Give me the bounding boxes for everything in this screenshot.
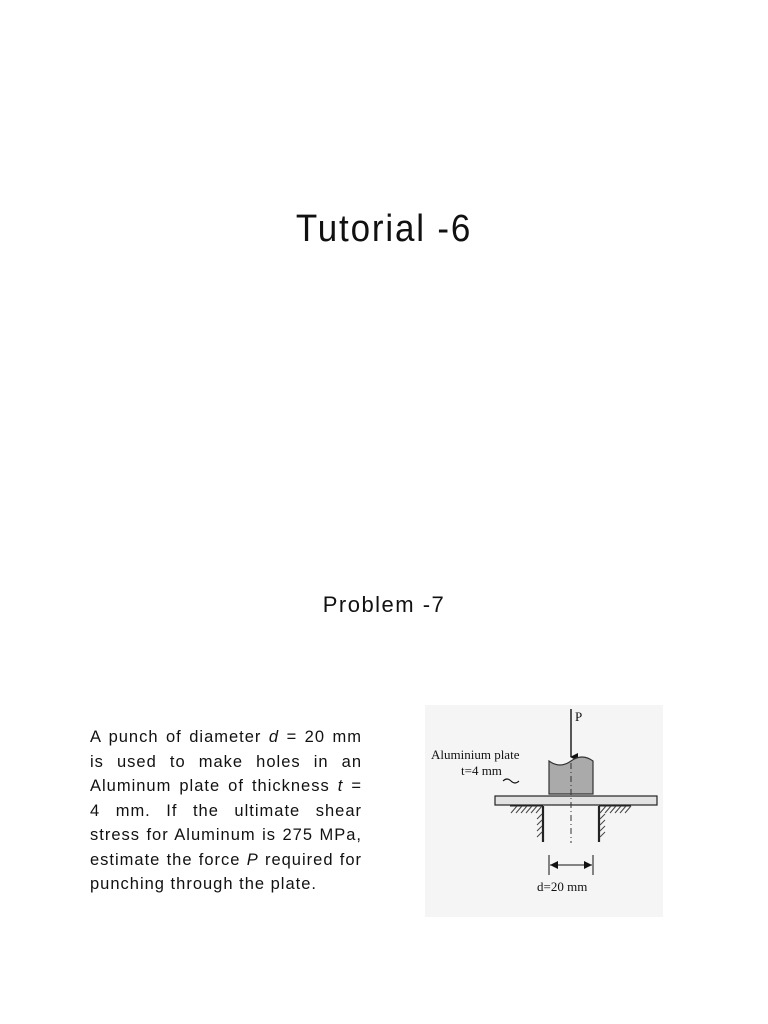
problem-text-part-1: A punch of diameter — [90, 728, 269, 746]
die-right — [599, 806, 631, 842]
variable-p: P — [246, 850, 259, 869]
punch-diagram — [425, 705, 663, 917]
load-label: P — [575, 709, 583, 724]
problem-text-part-2: = 20 mm is used to make holes in an Aluminum plate of thickness — [90, 728, 362, 795]
page-title: Tutorial -6 — [295, 208, 473, 250]
problem-statement — [90, 725, 362, 897]
thickness-label: t=4 mm — [461, 763, 502, 778]
problem-heading: Problem -7 — [322, 592, 446, 617]
die-left — [510, 806, 543, 842]
problem-text-part-4: required for punching through the plate. — [90, 850, 362, 893]
problem-text-part-3: = 4 mm. If the ultimate shear stress for Aluminum is 275 MPa, estimate the force — [90, 777, 362, 869]
plate-leader — [503, 779, 519, 783]
aluminium-plate — [495, 796, 657, 805]
variable-d: d — [268, 728, 280, 746]
plate-label: Aluminium plate — [431, 747, 520, 762]
variable-t: t — [337, 777, 344, 795]
punch — [549, 757, 593, 794]
diameter-dimension — [549, 855, 593, 875]
diameter-label: d=20 mm — [537, 879, 588, 894]
